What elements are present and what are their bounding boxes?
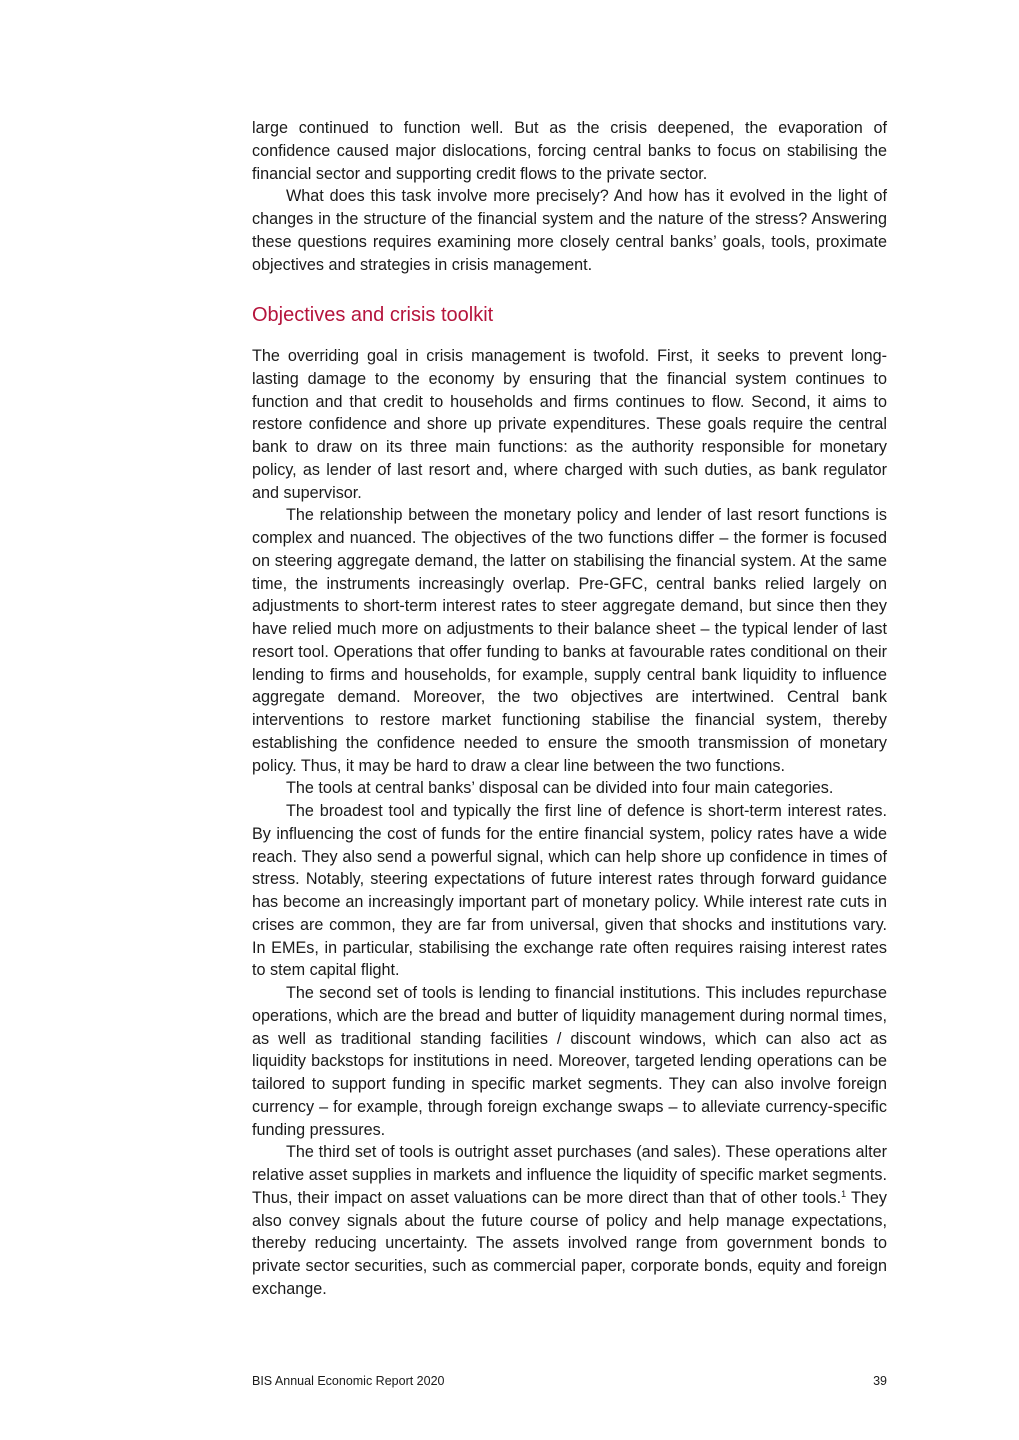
body-paragraph: The tools at central banks’ disposal can be divided into four main categories. bbox=[286, 779, 834, 798]
body-paragraph: The relationship between the monetary policy and lender of last resort functions is complex and nuanced. The objectives of the two functions differ – the former is focused on steering aggregate demand, the latter on stabilising the financial system. At the same time, the instruments increasingly overlap. Pre-GFC, central banks relied largely on adjustments to short-term interest rates to steer aggregate demand, but since then they have relied much more on adjustments to their balance sheet – the typical lender of last resort tool. Operations that offer funding to banks at favourable rates conditional on their lending to firms and households, for example, supply central bank liquidity to influence aggregate demand. Moreover, the two objectives are intertwined. Central bank interventions to restore market functioning stabilise the financial system, thereby establishing the confidence needed to ensure the smooth transmission of monetary policy. Thus, it may be hard to draw a clear line between the two functions. bbox=[252, 506, 887, 775]
body-paragraph: The second set of tools is lending to financial institutions. This includes repurchase operations, which are the bread and butter of liquidity management during normal times, as well as traditional standing facilities / discount windows, which can also act as liquidity backstops for institutions in need. Moreover, targeted lending operations can be tailored to support funding in specific market segments. They can also involve foreign currency – for example, through foreign exchange swaps – to alleviate currency-specific funding pressures. bbox=[252, 984, 887, 1139]
page-number: 39 bbox=[873, 1374, 887, 1388]
body-paragraph: What does this task involve more precisely? And how has it evolved in the light of changes in the structure of the financial system and the nature of the stress? Answering these questions requires examining more closely central banks’ goals, tools, proximate objectives and strategies in crisis management. bbox=[252, 187, 887, 274]
body-paragraph: The overriding goal in crisis management is twofold. First, it seeks to prevent long-lasting damage to the economy by ensuring that the financial system continues to function and that credit to households and firms continues to flow. Second, it aims to restore confidence and shore up private expenditures. These goals require the central bank to draw on its three main functions: as the authority responsible for monetary policy, as lender of last resort and, where charged with such duties, as bank regulator and supervisor. bbox=[252, 347, 887, 502]
body-paragraph: The broadest tool and typically the first line of defence is short-term interest rates. By influencing the cost of funds for the entire financial system, policy rates have a wide reach. They also send a powerful signal, which can help shore up confidence in times of stress. Notably, steering expectations of future interest rates through forward guidance has become an increasingly important part of monetary policy. While interest rate cuts in crises are common, they are far from universal, given that shocks and institutions vary. In EMEs, in particular, stabilising the exchange rate often requires raising interest rates to stem capital flight. bbox=[252, 802, 887, 980]
paragraph-text: They also convey signals about the future course of policy and help manage expectations, thereby reducing uncertainty. The assets involved range from government bonds to private sector securities, such as commercial paper, corporate bonds, equity and foreign exchange. bbox=[252, 1188, 887, 1298]
footnote-reference[interactable]: 1 bbox=[841, 1188, 847, 1199]
intro-text bbox=[252, 117, 887, 276]
paragraph-text: The third set of tools is outright asset purchases (and sales). These operations alter relative asset supplies in markets and influence the liquidity of specific market segments. Thus, their impact on asset valuations can be more direct than that of other tools. bbox=[252, 1143, 887, 1207]
section-heading: Objectives and crisis toolkit bbox=[252, 304, 494, 326]
page-footer bbox=[252, 1374, 887, 1388]
body-paragraph-with-footnote bbox=[252, 1141, 887, 1300]
body-paragraph: large continued to function well. But as the crisis deepened, the evaporation of confidence caused major dislocations, forcing central banks to focus on stabilising the financial sector and supporting credit flows to the private sector. bbox=[252, 119, 887, 183]
section-body bbox=[252, 345, 887, 1301]
publication-title: BIS Annual Economic Report 2020 bbox=[252, 1374, 445, 1388]
